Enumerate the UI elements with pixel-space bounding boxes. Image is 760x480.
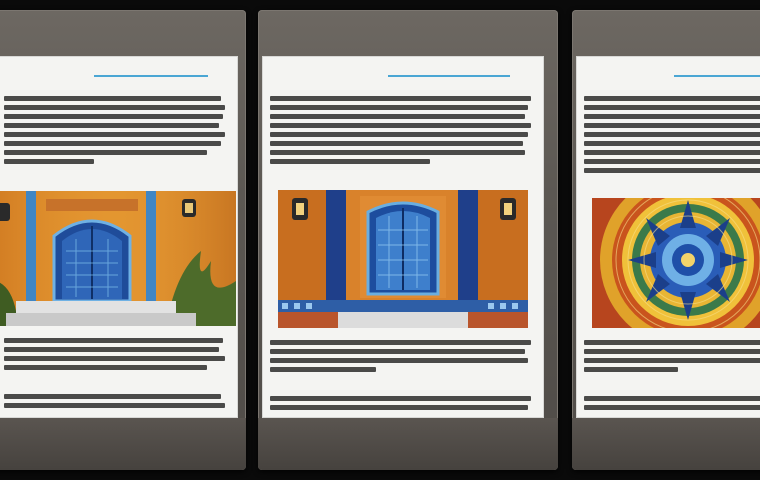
page-header xyxy=(584,68,760,82)
page-header xyxy=(4,68,230,82)
window-illustration xyxy=(278,190,528,328)
text-block-bottom xyxy=(270,396,536,414)
left-booklet xyxy=(0,10,246,470)
doorway-photo xyxy=(0,191,238,326)
header-rule xyxy=(674,75,760,77)
window-photo xyxy=(278,190,528,328)
booklet-cover-bottom xyxy=(0,418,246,470)
header-rule xyxy=(388,75,510,77)
page-header xyxy=(270,68,536,82)
text-block-bottom xyxy=(4,394,230,412)
text-block-bottom xyxy=(584,396,760,414)
booklet-cover-bottom xyxy=(258,418,558,470)
text-block-top xyxy=(584,96,760,177)
text-block-middle xyxy=(584,340,760,376)
mandala-illustration xyxy=(592,198,760,328)
booklet-page xyxy=(576,56,760,418)
booklet-cover-bottom xyxy=(572,418,760,470)
booklet-page xyxy=(262,56,544,418)
booklet-page xyxy=(0,56,238,418)
text-block-middle xyxy=(4,338,230,374)
text-block-middle xyxy=(270,340,536,376)
right-booklet xyxy=(572,10,760,470)
text-block-top xyxy=(270,96,536,168)
center-booklet xyxy=(258,10,558,470)
doorway-illustration xyxy=(0,191,236,326)
header-rule xyxy=(94,75,208,77)
mandala-artwork xyxy=(592,198,760,328)
text-block-top xyxy=(4,96,230,168)
